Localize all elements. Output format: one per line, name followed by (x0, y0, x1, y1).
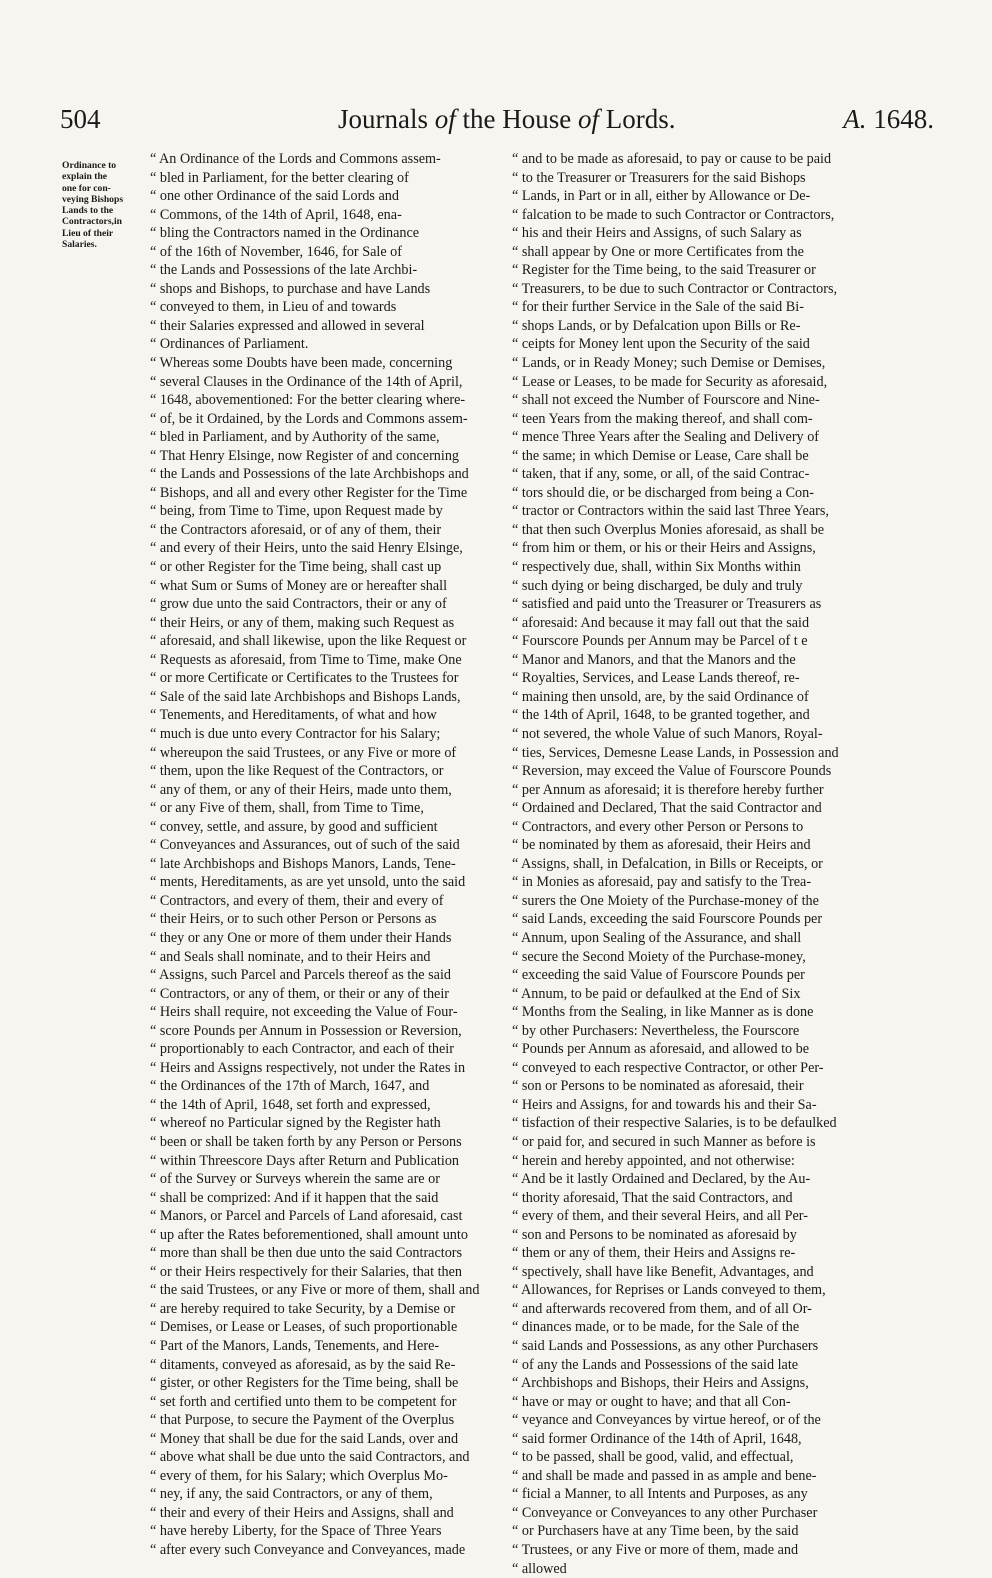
text-line: “ tisfaction of their respective Salaries, is to be defaulked (512, 1115, 837, 1132)
text-line: “ Lands, or in Ready Money; such Demise or Demises, (512, 355, 826, 372)
text-line: “ them, upon the like Request of the Contractors, or (150, 763, 444, 780)
margin-note-line: Ordinance to (62, 160, 117, 171)
text-line: “ conveyed to them, in Lieu of and towards (150, 299, 397, 316)
text-line: “ Heirs and Assigns, for and towards his and their Sa- (512, 1096, 817, 1113)
text-line: “ within Threescore Days after Return and Publication (150, 1152, 460, 1169)
text-line: “ of the Survey or Surveys wherein the same are or (150, 1171, 440, 1188)
text-line: “ grow due unto the said Contractors, their or any of (150, 596, 447, 613)
text-line: “ convey, settle, and assure, by good and sufficient (150, 818, 438, 835)
year-value: 1648. (873, 104, 934, 134)
text-line: “ or any Five of them, shall, from Time to Time, (150, 800, 424, 817)
text-line: “ Commons, of the 14th of April, 1648, ena- (150, 206, 402, 223)
text-line: “ whereof no Particular signed by the Register hath (150, 1115, 441, 1132)
text-line: “ their Salaries expressed and allowed in several (150, 317, 425, 334)
text-line: “ aforesaid, and shall likewise, upon the like Request or (150, 633, 467, 650)
text-line: “ be nominated by them as aforesaid, their Heirs and (512, 837, 811, 854)
text-line: “ Whereas some Doubts have been made, concerning (150, 355, 453, 372)
text-line: “ in Monies as aforesaid, pay and satisfy to the Trea- (512, 874, 812, 891)
text-line: “ much is due unto every Contractor for his Salary; (150, 725, 441, 742)
text-line: “ An Ordinance of the Lords and Commons assem- (150, 151, 441, 167)
text-line: “ Annum, upon Sealing of the Assurance, and shall (512, 929, 802, 946)
margin-note-line: Salaries. (62, 239, 97, 251)
text-line: “ Demises, or Lease or Leases, of such proportionable (150, 1319, 458, 1336)
text-line: “ and every of their Heirs, unto the said Henry Elsinge, (150, 540, 463, 557)
text-line: “ ditaments, conveyed as aforesaid, as by the said Re- (150, 1356, 456, 1373)
text-line: “ secure the Second Moiety of the Purchase-money, (512, 948, 806, 965)
text-line: “ of any the Lands and Possessions of the said late (512, 1356, 799, 1373)
text-line: “ are hereby required to take Security, by a Demise or (150, 1300, 456, 1317)
text-line: “ Archbishops and Bishops, their Heirs and Assigns, (512, 1375, 809, 1392)
text-line: “ not severed, the whole Value of such Manors, Royal- (512, 725, 823, 742)
text-line: “ gister, or other Registers for the Time being, shall be (150, 1375, 459, 1392)
text-line: “ being, from Time to Time, upon Request made by (150, 503, 443, 520)
text-line: “ or more Certificate or Certificates to the Trustees for (150, 670, 459, 687)
text-line: “ exceeding the said Value of Fourscore Pounds per (512, 967, 805, 984)
text-line: “ and Seals shall nominate, and to their Heirs and (150, 948, 431, 965)
text-line: “ Assigns, shall, in Defalcation, in Bills or Receipts, or (512, 855, 823, 872)
margin-note-line: Contractors,in (62, 216, 122, 228)
text-line: “ Conveyance or Conveyances to any other Purchaser (512, 1504, 818, 1521)
text-line: “ Heirs and Assigns respectively, not under the Rates in (150, 1059, 466, 1076)
text-line: “ and to be made as aforesaid, to pay or cause to be paid (512, 151, 832, 167)
text-line: “ Reversion, may exceed the Value of Fourscore Pounds (512, 763, 832, 780)
text-line: “ Treasurers, to be due to such Contractor or Contractors, (512, 280, 838, 297)
text-line: “ for their further Service in the Sale of the said Bi- (512, 299, 804, 316)
text-line: “ shops and Bishops, to purchase and have Lands (150, 280, 431, 297)
text-line: “ his and their Heirs and Assigns, of such Salary as (512, 225, 802, 242)
margin-note-line: Lieu of their (62, 227, 114, 239)
text-line: “ surers the One Moiety of the Purchase-money of the (512, 892, 819, 909)
margin-note-line: one for con- (62, 182, 111, 194)
text-line: “ 1648, abovementioned: For the better clearing where- (150, 392, 466, 409)
text-line: “ of, be it Ordained, by the Lords and Commons assem- (150, 410, 468, 427)
text-line: “ of the 16th of November, 1646, for Sale of (150, 243, 402, 260)
text-line: “ the Lands and Possessions of the late Archbi- (150, 262, 418, 279)
text-line: “ Manor and Manors, and that the Manors and the (512, 651, 796, 668)
text-line: “ ney, if any, the said Contractors, or any of them, (150, 1486, 433, 1503)
text-line: “ Contractors, or any of them, or their or any of their (150, 985, 450, 1002)
text-line: “ the 14th of April, 1648, set forth and expressed, (150, 1096, 431, 1113)
text-line: “ said Lands and Possessions, as any other Purchasers (512, 1338, 819, 1354)
text-line: “ son and Persons to be nominated as aforesaid by (512, 1226, 797, 1243)
text-line: “ Bishops, and all and every other Register for the Time (150, 484, 468, 501)
text-line: “ Ordained and Declared, That the said Contractor and (512, 800, 822, 817)
text-line: “ Register for the Time being, to the said Treasurer or (512, 262, 816, 279)
text-line: “ taken, that if any, some, or all, of the said Contrac- (512, 466, 810, 483)
text-line: “ Contractors, and every other Person or Persons to (512, 818, 804, 835)
text-line: “ satisfied and paid unto the Treasurer or Treasurers as (512, 596, 822, 613)
text-line: “ them or any of them, their Heirs and Assigns re- (512, 1245, 796, 1262)
text-line: “ to be passed, shall be good, valid, and effectual, (512, 1449, 794, 1466)
text-line: “ or Purchasers have at any Time been, by the said (512, 1523, 799, 1540)
text-line: “ thority aforesaid, That the said Contractors, and (512, 1189, 793, 1206)
text-line: “ Lands, in Part or in all, either by Allowance or De- (512, 188, 811, 205)
text-line: “ Sale of the said late Archbishops and Bishops Lands, (150, 688, 461, 705)
text-line: “ their and every of their Heirs and Assigns, shall and (150, 1504, 454, 1521)
title-word-house: House (502, 104, 572, 134)
text-line: “ after every such Conveyance and Conveyances, made (150, 1542, 466, 1559)
text-line: “ by other Purchasers: Nevertheless, the Fourscore (512, 1022, 800, 1039)
text-line: “ the same; in which Demise or Lease, Care shall be (512, 447, 809, 464)
text-line: “ to the Treasurer or Treasurers for the said Bishops (512, 169, 806, 186)
text-line: “ proportionably to each Contractor, and each of their (150, 1041, 454, 1058)
text-line: “ several Clauses in the Ordinance of the 14th of April, (150, 373, 463, 390)
text-line: “ whereupon the said Trustees, or any Five or more of (150, 744, 457, 761)
margin-note-line: explain the (62, 171, 108, 183)
text-line: “ the Contractors aforesaid, or of any of them, their (150, 521, 442, 538)
text-line: “ falcation to be made to such Contractor or Contractors, (512, 206, 835, 223)
page-header (0, 104, 992, 144)
text-line: “ that then such Overplus Monies aforesaid, as shall be (512, 521, 825, 538)
text-line: “ every of them, for his Salary; which Overplus Mo- (150, 1467, 448, 1484)
text-line: “ ties, Services, Demesne Lease Lands, in Possession and (512, 744, 839, 761)
running-title (338, 104, 676, 135)
text-line: “ respectively due, shall, within Six Months within (512, 559, 801, 576)
text-line: “ Royalties, Services, and Lease Lands thereof, re- (512, 670, 800, 687)
text-line: “ teen Years from the making thereof, and shall com- (512, 410, 813, 427)
left-column (150, 150, 500, 1560)
text-line: “ score Pounds per Annum in Possession or Reversion, (150, 1022, 462, 1039)
text-line: “ bling the Contractors named in the Ordinance (150, 225, 420, 242)
title-word-journals: Journals (338, 104, 428, 134)
text-line: “ ments, Hereditaments, as are yet unsold, unto the said (150, 874, 466, 891)
text-line: “ Trustees, or any Five or more of them, made and (512, 1542, 799, 1559)
title-word-lords: Lords. (605, 104, 676, 134)
text-line: “ that Purpose, to secure the Payment of the Overplus (150, 1412, 455, 1429)
text-line: “ Pounds per Annum as aforesaid, and allowed to be (512, 1041, 810, 1058)
text-line: “ Fourscore Pounds per Annum may be Parcel of t e (512, 633, 808, 650)
text-line: “ every of them, and their several Heirs, and all Per- (512, 1208, 808, 1225)
text-line: “ one other Ordinance of the said Lords and (150, 188, 399, 205)
text-line: “ or other Register for the Time being, shall cast up (150, 559, 442, 576)
text-line: “ bled in Parliament, and by Authority of the same, (150, 429, 440, 446)
text-line: “ have or may or ought to have; and that all Con- (512, 1393, 791, 1410)
text-line: “ Lease or Leases, to be made for Security as aforesaid, (512, 373, 828, 390)
text-line: “ That Henry Elsinge, now Register of and concerning (150, 447, 460, 464)
text-line: “ the Lands and Possessions of the late Archbishops and (150, 466, 469, 483)
title-word-the: the (462, 104, 496, 134)
page-number: 504 (60, 104, 101, 134)
text-line: “ spectively, shall have like Benefit, Advantages, and (512, 1263, 814, 1280)
title-word-of-2: of (578, 104, 600, 134)
text-line: “ or their Heirs respectively for their Salaries, that then (150, 1263, 463, 1280)
text-line: “ the 14th of April, 1648, to be granted together, and (512, 707, 810, 724)
text-line: “ Money that shall be due for the said Lands, over and (150, 1430, 459, 1447)
text-line: “ any of them, or any of their Heirs, made unto them, (150, 781, 452, 798)
text-line: “ Months from the Sealing, in like Manner as is done (512, 1004, 814, 1021)
text-line: “ Contractors, and every of them, their and every of (150, 892, 444, 909)
text-line: “ shall not exceed the Number of Fourscore and Nine- (512, 392, 820, 409)
text-line: “ Tenements, and Hereditaments, of what and how (150, 707, 437, 724)
text-line: “ their Heirs, or to such other Person or Persons as (150, 911, 437, 928)
text-line: “ tors should die, or be discharged from being a Con- (512, 484, 814, 501)
text-line: “ dinances made, or to be made, for the Sale of the (512, 1319, 800, 1336)
text-line: “ mence Three Years after the Sealing and Delivery of (512, 429, 820, 446)
text-line: “ per Annum as aforesaid; it is therefore hereby further (512, 781, 824, 798)
text-line: “ such dying or being discharged, be duly and truly (512, 577, 803, 594)
text-line: “ allowed (512, 1560, 567, 1577)
text-line: “ Annum, to be paid or defaulked at the End of Six (512, 985, 801, 1002)
margin-note-line: veying Bishops (62, 193, 124, 205)
year-heading (843, 104, 934, 135)
text-line: “ bled in Parliament, for the better clearing of (150, 169, 409, 186)
text-line: “ conveyed to each respective Contractor, or other Per- (512, 1059, 824, 1076)
text-line: “ and afterwards recovered from them, and of all Or- (512, 1300, 812, 1317)
text-line: “ Allowances, for Reprises or Lands conveyed to them, (512, 1282, 826, 1299)
text-line: “ said former Ordinance of the 14th of April, 1648, (512, 1430, 802, 1447)
text-line: “ son or Persons to be nominated as aforesaid, their (512, 1078, 804, 1095)
text-line: “ Manors, or Parcel and Parcels of Land aforesaid, cast (150, 1208, 463, 1225)
text-line: “ Ordinances of Parliament. (150, 336, 309, 353)
text-line: “ Part of the Manors, Lands, Tenements, and Here- (150, 1338, 440, 1354)
margin-note-line: Lands to the (62, 205, 114, 217)
text-line: “ been or shall be taken forth by any Person or Persons (150, 1133, 462, 1150)
text-line: “ ceipts for Money lent upon the Security of the said (512, 336, 810, 353)
text-line: “ veyance and Conveyances by virtue hereof, or of the (512, 1412, 821, 1429)
text-line: “ And be it lastly Ordained and Declared, by the Au- (512, 1171, 811, 1188)
text-line: “ tractor or Contractors within the said last Three Years, (512, 503, 829, 520)
text-line: “ or paid for, and secured in such Manner as before is (512, 1133, 816, 1150)
title-word-of-1: of (434, 104, 456, 134)
text-line: “ maining then unsold, are, by the said Ordinance of (512, 688, 809, 705)
text-line: “ shall appear by One or more Certificates from the (512, 243, 804, 260)
text-line: “ they or any One or more of them under their Hands (150, 929, 452, 946)
text-line: “ herein and hereby appointed, and not otherwise: (512, 1152, 795, 1169)
text-line: “ Requests as aforesaid, from Time to Time, make One (150, 651, 462, 668)
text-line: “ said Lands, exceeding the said Fourscore Pounds per (512, 911, 823, 928)
text-line: “ Heirs shall require, not exceeding the Value of Four- (150, 1004, 458, 1021)
text-line: “ shall be comprized: And if it happen that the said (150, 1189, 439, 1206)
text-line: “ shops Lands, or by Defalcation upon Bills or Re- (512, 317, 801, 334)
text-line: “ Conveyances and Assurances, out of such of the said (150, 837, 460, 854)
text-line: “ late Archbishops and Bishops Manors, Lands, Tene- (150, 855, 456, 872)
text-line: “ the said Trustees, or any Five or more of them, shall and (150, 1282, 480, 1299)
text-line: “ ficial a Manner, to all Intents and Purposes, as any (512, 1486, 808, 1503)
year-prefix: A. (843, 104, 867, 134)
text-line: “ Assigns, such Parcel and Parcels thereof as the said (150, 967, 452, 984)
text-line: “ and shall be made and passed in as ample and bene- (512, 1467, 817, 1484)
text-line: “ above what shall be due unto the said Contractors, and (150, 1449, 470, 1466)
text-line: “ aforesaid: And because it may fall out that the said (512, 614, 810, 631)
text-line: “ up after the Rates beforementioned, shall amount unto (150, 1226, 468, 1243)
text-line: “ have hereby Liberty, for the Space of Three Years (150, 1523, 442, 1540)
text-line: “ more than shall be then due unto the said Contractors (150, 1245, 463, 1262)
text-line: “ what Sum or Sums of Money are or hereafter shall (150, 577, 448, 594)
text-line: “ set forth and certified unto them to be competent for (150, 1393, 457, 1410)
right-column (512, 150, 882, 1578)
text-line: “ the Ordinances of the 17th of March, 1647, and (150, 1078, 430, 1095)
text-line: “ their Heirs, or any of them, making such Request as (150, 614, 455, 631)
margin-note (62, 160, 146, 250)
text-line: “ from him or them, or his or their Heirs and Assigns, (512, 540, 816, 557)
